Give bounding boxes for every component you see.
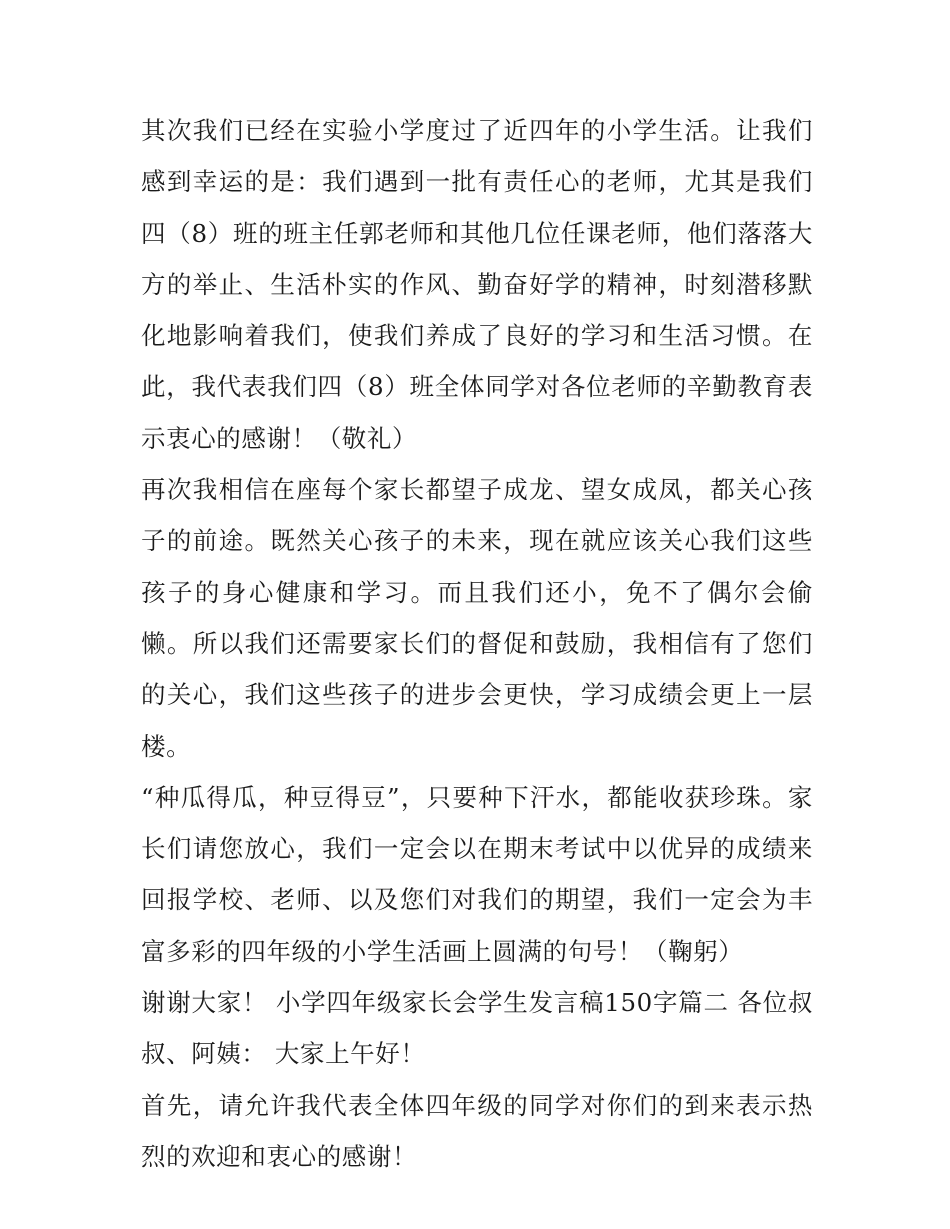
paragraph-promise: “种瓜得瓜，种豆得豆”，只要种下汗水，都能收获珍珠。家长们请您放心，我们一定会以在期末考试中以优异的成绩来回报学校、老师、以及您们对我们的期望，我们一定会为丰富多彩的四年级的小学生活画上圆满的句号！（鞠躬） (141, 782, 813, 966)
paragraph-thanks-greeting: 谢谢大家！ 小学四年级家长会学生发言稿150字篇二 各位叔叔、阿姨： 大家上午好！ (141, 988, 813, 1069)
document-body (141, 105, 813, 1182)
paragraph-parents-care: 再次我相信在座每个家长都望子成龙、望女成凤，都关心孩子的前途。既然关心孩子的未来，现在就应该关心我们这些孩子的身心健康和学习。而且我们还小，免不了偶尔会偷懒。所以我们还需要家长们的督促和鼓励，我相信有了您们的关心，我们这些孩子的进步会更快，学习成绩会更上一层楼。 (141, 475, 813, 761)
paragraph-teachers-thanks: 其次我们已经在实验小学度过了近四年的小学生活。让我们感到幸运的是：我们遇到一批有责任心的老师，尤其是我们四（8）班的班主任郭老师和其他几位任课老师，他们落落大方的举止、生活朴实的作风、勤奋好学的精神，时刻潜移默化地影响着我们，使我们养成了良好的学习和生活习惯。在此，我代表我们四（8）班全体同学对各位老师的辛勤教育表示衷心的感谢！（敬礼） (141, 116, 813, 453)
paragraph-welcome: 首先，请允许我代表全体四年级的同学对你们的到来表示热烈的欢迎和衷心的感谢！ (141, 1090, 813, 1171)
